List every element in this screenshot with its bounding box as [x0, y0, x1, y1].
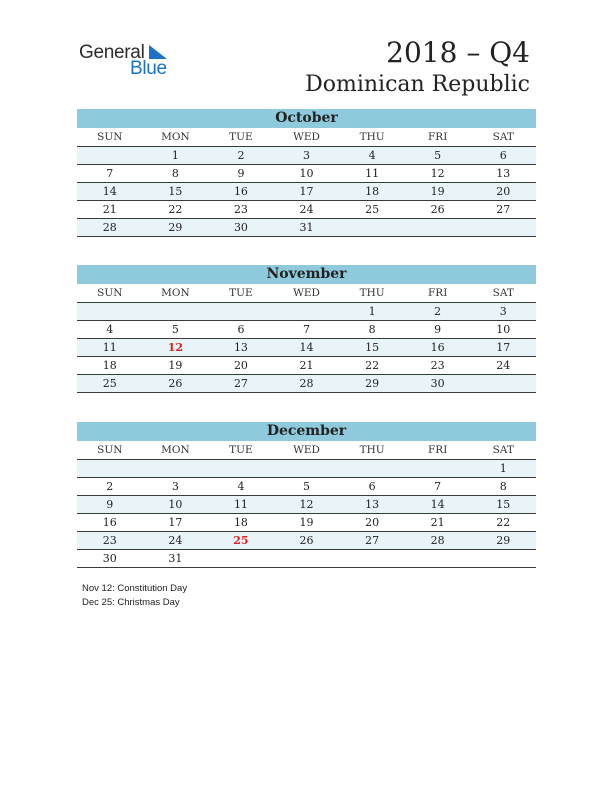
day-cell: [470, 550, 536, 567]
day-cell: 16: [430, 341, 445, 354]
day-cell: 22: [365, 359, 380, 372]
holiday-note: Dec 25: Christmas Day: [82, 597, 180, 608]
week-row: [77, 339, 536, 357]
day-cell: 2: [237, 149, 245, 162]
day-cell: 13: [365, 498, 380, 511]
day-cell: 6: [499, 149, 507, 162]
week-row: [77, 550, 536, 568]
day-cell: [77, 147, 143, 164]
day-cell: [339, 550, 405, 567]
week-row: [77, 514, 536, 532]
month-calendar-november: [77, 265, 536, 393]
day-cell: [405, 219, 471, 236]
day-cell: 4: [368, 149, 376, 162]
day-cell: 12: [430, 167, 445, 180]
week-row: [77, 375, 536, 393]
logo-word-general: General: [79, 42, 145, 63]
weekday-label: SUN: [97, 444, 123, 456]
day-cell: [77, 303, 143, 320]
day-cell: 23: [102, 534, 117, 547]
weekday-label: SAT: [492, 131, 514, 143]
day-cell: 29: [168, 221, 183, 234]
week-row: [77, 303, 536, 321]
weekday-header-row: [77, 441, 536, 460]
day-cell: 3: [171, 480, 179, 493]
day-cell: 25: [365, 203, 380, 216]
day-cell: 21: [299, 359, 314, 372]
day-cell: 5: [434, 149, 442, 162]
weekday-label: THU: [359, 444, 385, 456]
day-cell: 19: [430, 185, 445, 198]
day-cell: 9: [237, 167, 245, 180]
weekday-header-row: [77, 128, 536, 147]
day-cell: [405, 550, 471, 567]
day-cell: 26: [299, 534, 314, 547]
day-cell: 17: [496, 341, 511, 354]
day-cell: [274, 460, 340, 477]
weekday-label: TUE: [229, 287, 253, 299]
general-blue-logo: [79, 42, 179, 82]
week-row: [77, 219, 536, 237]
weekday-label: SAT: [492, 444, 514, 456]
weekday-label: SUN: [97, 287, 123, 299]
holiday-day-cell: 12: [167, 341, 184, 354]
day-cell: 31: [168, 552, 183, 565]
holiday-note: Nov 12: Constitution Day: [82, 583, 188, 594]
day-cell: 1: [368, 305, 376, 318]
weekday-label: FRI: [428, 444, 448, 456]
day-cell: 30: [102, 552, 117, 565]
day-cell: 21: [430, 516, 445, 529]
day-cell: [208, 550, 274, 567]
day-cell: [77, 460, 143, 477]
day-cell: 27: [496, 203, 511, 216]
day-cell: 17: [168, 516, 183, 529]
day-cell: 3: [499, 305, 507, 318]
day-cell: 10: [496, 323, 511, 336]
day-cell: 7: [434, 480, 442, 493]
week-row: [77, 357, 536, 375]
day-cell: 13: [496, 167, 511, 180]
day-cell: 17: [299, 185, 314, 198]
day-cell: 11: [365, 167, 380, 180]
day-cell: 1: [171, 149, 179, 162]
day-cell: 4: [237, 480, 245, 493]
page-title-period: 2018 – Q4: [386, 36, 530, 69]
day-cell: 6: [237, 323, 245, 336]
day-cell: 30: [430, 377, 445, 390]
weekday-label: THU: [359, 287, 385, 299]
week-row: [77, 147, 536, 165]
day-cell: 16: [102, 516, 117, 529]
day-cell: 14: [299, 341, 314, 354]
week-row: [77, 478, 536, 496]
day-cell: 24: [496, 359, 511, 372]
week-row: [77, 165, 536, 183]
weekday-label: THU: [359, 131, 385, 143]
day-cell: 14: [102, 185, 117, 198]
day-cell: 20: [496, 185, 511, 198]
day-cell: [470, 219, 536, 236]
day-cell: 19: [168, 359, 183, 372]
page-title-country: Dominican Republic: [305, 72, 530, 97]
day-cell: [405, 460, 471, 477]
week-row: [77, 496, 536, 514]
month-name: December: [77, 422, 536, 441]
day-cell: 15: [365, 341, 380, 354]
weekday-label: MON: [161, 131, 190, 143]
day-cell: 26: [168, 377, 183, 390]
day-cell: 6: [368, 480, 376, 493]
week-row: [77, 201, 536, 219]
day-cell: 20: [233, 359, 248, 372]
day-cell: 29: [496, 534, 511, 547]
weekday-label: MON: [161, 444, 190, 456]
day-cell: 4: [106, 323, 114, 336]
month-name: October: [77, 109, 536, 128]
day-cell: 16: [233, 185, 248, 198]
day-cell: 19: [299, 516, 314, 529]
day-cell: 28: [299, 377, 314, 390]
day-cell: 8: [368, 323, 376, 336]
day-cell: 20: [365, 516, 380, 529]
day-cell: 10: [168, 498, 183, 511]
month-calendar-october: [77, 109, 536, 237]
day-cell: 2: [106, 480, 114, 493]
week-row: [77, 460, 536, 478]
day-cell: [470, 375, 536, 392]
week-row: [77, 183, 536, 201]
day-cell: 18: [365, 185, 380, 198]
day-cell: 12: [299, 498, 314, 511]
weekday-label: TUE: [229, 444, 253, 456]
day-cell: 7: [106, 167, 114, 180]
weekday-label: WED: [293, 287, 320, 299]
day-cell: 2: [434, 305, 442, 318]
day-cell: 11: [102, 341, 117, 354]
day-cell: [274, 303, 340, 320]
weekday-label: SAT: [492, 287, 514, 299]
weekday-label: FRI: [428, 131, 448, 143]
weekday-label: SUN: [97, 131, 123, 143]
day-cell: 11: [233, 498, 248, 511]
day-cell: 10: [299, 167, 314, 180]
day-cell: [208, 460, 274, 477]
holiday-day-cell: 25: [233, 534, 249, 547]
day-cell: 24: [299, 203, 314, 216]
day-cell: 25: [102, 377, 117, 390]
weekday-label: MON: [161, 287, 190, 299]
day-cell: 18: [233, 516, 248, 529]
day-cell: 14: [430, 498, 445, 511]
day-cell: 3: [303, 149, 311, 162]
day-cell: 15: [168, 185, 183, 198]
day-cell: 26: [430, 203, 445, 216]
holiday-list: [82, 582, 187, 610]
weekday-label: TUE: [229, 131, 253, 143]
day-cell: 13: [233, 341, 248, 354]
day-cell: [339, 460, 405, 477]
day-cell: 9: [434, 323, 442, 336]
day-cell: 1: [499, 462, 507, 475]
day-cell: 22: [168, 203, 183, 216]
day-cell: 9: [106, 498, 114, 511]
day-cell: 24: [168, 534, 183, 547]
week-row: [77, 532, 536, 550]
logo-word-blue: Blue: [130, 58, 167, 79]
day-cell: [143, 460, 209, 477]
day-cell: 5: [303, 480, 311, 493]
day-cell: 28: [102, 221, 117, 234]
day-cell: 27: [365, 534, 380, 547]
weekday-header-row: [77, 284, 536, 303]
day-cell: 23: [430, 359, 445, 372]
day-cell: 28: [430, 534, 445, 547]
day-cell: 31: [299, 221, 314, 234]
weekday-label: FRI: [428, 287, 448, 299]
day-cell: 15: [496, 498, 511, 511]
day-cell: [339, 219, 405, 236]
month-calendar-december: [77, 422, 536, 568]
day-cell: 30: [233, 221, 248, 234]
day-cell: 5: [171, 323, 179, 336]
day-cell: 29: [365, 377, 380, 390]
day-cell: [143, 303, 209, 320]
day-cell: 27: [233, 377, 248, 390]
day-cell: 22: [496, 516, 511, 529]
day-cell: 21: [102, 203, 117, 216]
weekday-label: WED: [293, 444, 320, 456]
day-cell: 7: [303, 323, 311, 336]
day-cell: [208, 303, 274, 320]
day-cell: [274, 550, 340, 567]
week-row: [77, 321, 536, 339]
weekday-label: WED: [293, 131, 320, 143]
month-name: November: [77, 265, 536, 284]
day-cell: 8: [499, 480, 507, 493]
day-cell: 18: [102, 359, 117, 372]
day-cell: 23: [233, 203, 248, 216]
day-cell: 8: [171, 167, 179, 180]
